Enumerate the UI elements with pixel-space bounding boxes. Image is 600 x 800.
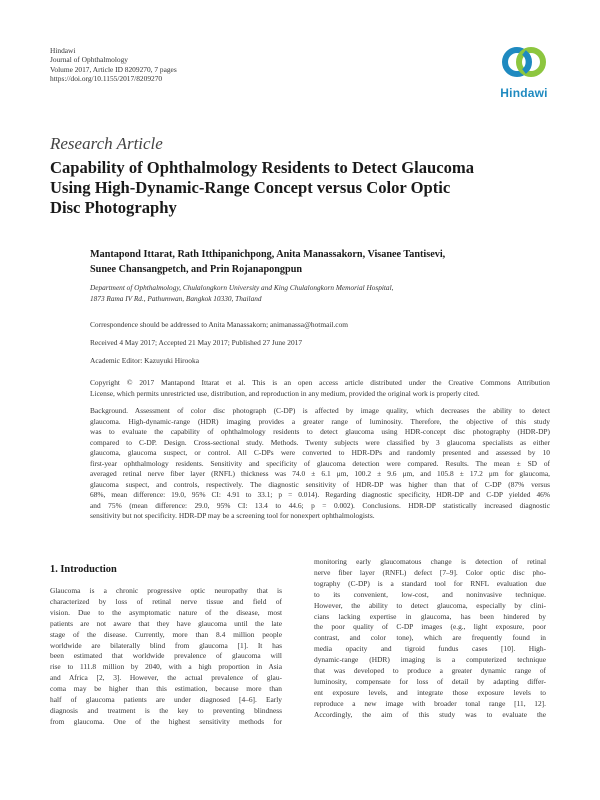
body-line: nerve fiber layer (RNFL) defect [7–9]. Color optic disc pho- [314,567,546,577]
body-line: monitoring early glaucomatous change is detection of retinal [314,557,546,566]
academic-editor: Academic Editor: Kazuyuki Hirooka [90,356,199,365]
body-line: ent exposure levels, and integrate those exposure levels to [314,687,546,697]
author-line: Mantapond Ittarat, Rath Itthipanichpong, Anita Manassakorn, Visanee Tantisevi, [90,249,446,260]
body-column-right [314,557,546,721]
journal-meta [50,46,177,84]
abstract-line: sensitivity but not specificity. HDR-DP may be a screening tool for nonexpert ophthalmologists. [90,511,375,520]
body-line: Glaucoma is a chronic progressive optic neuropathy that is [50,586,282,595]
section-heading: 1. Introduction [50,564,117,575]
title-line: Disc Photography [50,198,177,217]
body-line: half of glaucoma patients are under diagnosed [4–6]. Early [50,695,282,705]
copyright-line: License, which permits unrestricted use, distribution, and reproduction in any medium, provided the original work is properly cited. [90,388,480,398]
abstract-line: and 75% (mean difference: 29.0, 95% CI: 13.4 to 44.6; p = 0.002). Conclusions. HDR-DP statistically increased diagnostic [90,500,550,510]
body-line: coma may be higher than this estimation, because more than [50,684,282,694]
body-line: contrast, and color tone), which are frequently found in [314,633,546,643]
body-line: patients are not aware that they have glaucoma until the late [50,618,282,628]
abstract-line: glaucoma, glaucoma suspect, or control. All C-DPs were converted to HDR-DPs and randomly presented and assessed by 10 [90,448,550,457]
publisher-name: Hindawi [50,46,76,55]
body-line: rise to 111.8 million by 2040, with a high proportion in Asia [50,662,282,672]
doi-link[interactable]: https://doi.org/10.1155/2017/8209270 [50,74,163,84]
body-line: luminosity, compensate for loss of detail by adapting differ- [314,676,546,686]
author-line: Sunee Chansangpetch, and Prin Rojanapongpun [90,263,303,275]
body-line: tography (C-DP) is a standard tool for RNFL evaluation due [314,578,546,588]
abstract-line: was to evaluate the capability of ophthalmology residents to detect glaucoma using HDR-concept disc photography (HDR-DP) [90,427,550,436]
article-type: Research Article [50,134,163,153]
body-line: However, the ability to detect glaucoma, especially by clini- [314,600,546,610]
abstract-line: glaucoma suspect, and controls, respectively. The diagnostic sensitivity of HDR-DP was higher than that of C-DP (87% versus [90,479,550,489]
journal-name: Journal of Ophthalmology [50,55,129,65]
body-line: the poor quality of C-DP images (e.g., light exposure, poor [314,622,546,632]
affiliation [90,282,393,304]
body-line: characterized by loss of retinal nerve tissue and field of [50,596,282,606]
affiliation-line: Department of Ophthalmology, Chulalongkorn University and King Chulalongkorn Memorial Hospital, [90,283,394,292]
volume-info: Volume 2017, Article ID 8209270, 7 pages [50,64,177,74]
copyright-line: Copyright © 2017 Mantapond Ittarat et al. This is an open access article distributed under the Creative Commons Attribution [90,378,550,387]
body-line: vision. Due to the asymptomatic nature of the disease, most [50,607,282,617]
body-line: stage of the disease. Currently, more than 8.4 million people [50,629,282,639]
body-column-left [50,586,282,728]
body-line: from glaucoma. One of the highest sensitivity methods for [50,716,282,726]
hindawi-logo [494,40,554,102]
title-line: Using High-Dynamic-Range Concept versus Color Optic [50,178,451,197]
body-line: dynamic-range (HDR) imaging is a computerized technique [314,655,546,665]
title-line: Capability of Ophthalmology Residents to Detect Glaucoma [50,158,475,177]
paper-title [50,158,550,218]
author-list [90,248,570,278]
correspondence: Correspondence should be addressed to Anita Manassakorn; animanassa@hotmail.com [90,320,349,329]
body-line: been estimated that worldwide prevalence of glaucoma will [50,651,282,661]
logo-wordmark: Hindawi [500,86,548,100]
affiliation-line: 1873 Rama IV Rd., Pathumwan, Bangkok 10330, Thailand [90,294,262,303]
abstract-line: glaucoma. High-dynamic-range (HDR) imaging provides a greater range of luminosity. Therefore, the objective of this study [90,416,550,426]
abstract-line: Background. Assessment of color disc photograph (C-DP) is affected by image quality, which decreases the ability to detect [90,406,550,415]
abstract-line: averaged retinal nerve fiber layer (RNFL) thickness was 74.0 ± 6.1 μm, 100.2 ± 9.6 μm, and 105.8 ± 17.2 μm for glaucoma, [90,469,550,478]
body-line: media opacity and tigroid fundus cases [10]. High- [314,644,546,654]
body-line: Accordingly, the aim of this study was to evaluate the [314,709,546,719]
abstract-line: compared to C-DP. Design. Cross-sectional study. Methods. Twenty subjects were classified by 3 glaucoma specialists as either [90,437,550,447]
body-line: that was developed to produce a greater dynamic range of [314,666,546,676]
publication-dates: Received 4 May 2017; Accepted 21 May 2017; Published 27 June 2017 [90,338,303,347]
body-line: to its convenient, low-cost, and noninvasive technique. [314,589,546,599]
copyright-notice [90,378,550,399]
body-line: cians lacking expertise in glaucoma, has been hindered by [314,611,546,621]
abstract-line: first-year ophthalmology residents. Sensitivity and specificity of glaucoma detection were compared. Results. The mean ± SD of [90,458,550,468]
hindawi-logo-icon [494,40,554,86]
abstract-line: 68%, mean difference: 19.0, 95% CI: 4.91 to 33.1; p = 0.014). Regarding diagnostic specificity, HDR-DP and C-DP yielded 46% [90,490,550,499]
body-line: worldwide are bilaterally blind from glaucoma [1]. It has [50,640,282,650]
body-line: reproduce a new image with broader tonal range [11, 12]. [314,698,546,708]
abstract [90,406,550,522]
body-line: and Africa [2, 3]. However, the actual prevalence of glau- [50,673,282,683]
body-line: diagnosis and treatment is the key to preventing blindness [50,705,282,715]
